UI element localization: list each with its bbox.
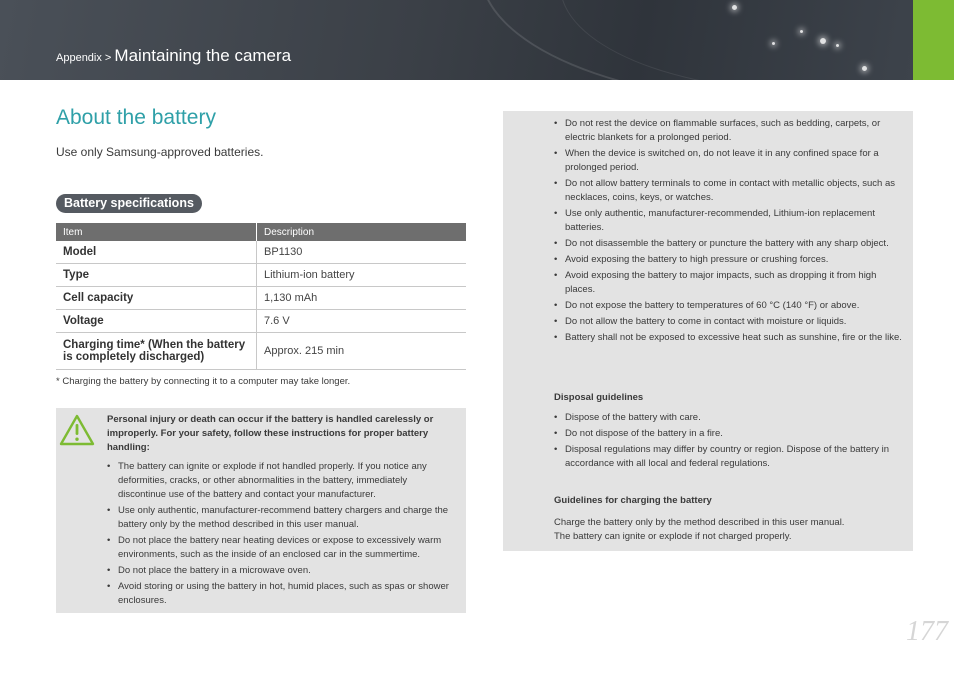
table-cell-item: Type [56,264,257,287]
list-item: • Avoid exposing the battery to high pressure or crushing forces. [554,253,904,267]
charging-line: Charge the battery only by the method described in this user manual. [554,517,845,528]
table-footnote: * Charging the battery by connecting it to a computer may take longer. [56,376,351,387]
sparkle-decoration [732,5,737,10]
breadcrumb-current: Maintaining the camera [114,46,292,65]
list-item: • Do not disassemble the battery or puncture the battery with any sharp object. [554,237,904,251]
column-header-item: Item [56,223,257,241]
list-item: • Do not allow battery terminals to come in contact with metallic objects, such as necklaces, coins, keys, or watches. [554,177,904,205]
table-header-row [56,223,466,241]
list-item: • Do not expose the battery to temperatures of 60 °C (140 °F) or above. [554,299,904,313]
warning-list [107,460,457,610]
list-item: • When the device is switched on, do not leave it in any confined space for a prolonged period. [554,147,904,175]
column-header-description: Description [257,223,467,241]
list-item: • Disposal regulations may differ by country or region. Dispose of the battery in accordance with all local and federal regulations. [554,443,904,471]
section-color-tab [913,0,954,80]
page-header [0,0,913,80]
disposal-heading: Disposal guidelines [554,392,644,403]
table-cell-desc: BP1130 [257,241,467,264]
charging-text [554,516,904,544]
sparkle-decoration [862,66,867,71]
disposal-list [554,411,904,473]
warning-box [56,408,466,613]
warning-heading: Personal injury or death can occur if the battery is handled carelessly or improperly. For your safety, follow these instructions for proper battery handling: [107,414,434,453]
table-cell-desc: 7.6 V [257,310,467,333]
spec-heading-badge: Battery specifications [56,194,202,213]
page-number: 177 [906,616,948,647]
battery-spec-table [56,223,466,370]
table-cell-item: Charging time* (When the battery is completely discharged) [56,333,257,370]
list-item: • Do not allow the battery to come in contact with moisture or liquids. [554,315,904,329]
list-item: • Do not dispose of the battery in a fire. [554,427,904,441]
sparkle-decoration [836,44,839,47]
list-item: • Do not place the battery near heating devices or expose to excessively warm environments, such as the inside of an enclosed car in the summertime. [107,534,457,562]
sparkle-decoration [800,30,803,33]
table-cell-item: Cell capacity [56,287,257,310]
list-item: • Use only authentic, manufacturer-recommended, Lithium-ion replacement batteries. [554,207,904,235]
list-item: • Battery shall not be exposed to excessive heat such as sunshine, fire or the like. [554,331,904,345]
table-cell-item: Model [56,241,257,264]
list-item: • Do not place the battery in a microwave oven. [107,564,457,578]
sparkle-decoration [820,38,826,44]
breadcrumb-parent[interactable]: Appendix [56,52,102,64]
charging-heading: Guidelines for charging the battery [554,495,712,506]
table-cell-item: Voltage [56,310,257,333]
list-item: • Dispose of the battery with care. [554,411,904,425]
breadcrumb [56,46,291,66]
list-item: • Avoid exposing the battery to major impacts, such as dropping it from high places. [554,269,904,297]
table-row [56,287,466,310]
table-cell-desc: Approx. 215 min [257,333,467,370]
intro-text: Use only Samsung-approved batteries. [56,145,264,159]
list-item: • Use only authentic, manufacturer-recommend battery chargers and charge the battery only by the method described in this user manual. [107,504,457,532]
list-item: • Do not rest the device on flammable surfaces, such as bedding, carpets, or electric blankets for a prolonged period. [554,117,904,145]
precautions-list [554,117,904,347]
sparkle-decoration [772,42,775,45]
battery-precautions-box [503,111,913,551]
charging-line: The battery can ignite or explode if not charged properly. [554,531,792,542]
breadcrumb-separator: > [101,52,115,64]
warning-triangle-icon [59,414,95,446]
list-item: • Avoid storing or using the battery in hot, humid places, such as spas or shower enclosures. [107,580,457,608]
page-title: About the battery [56,106,216,129]
table-row [56,333,466,370]
list-item: • The battery can ignite or explode if not handled properly. If you notice any deformities, cracks, or other abnormalities in the battery, immediately discontinue use of the battery and contact your manufacturer. [107,460,457,502]
table-row [56,241,466,264]
table-row [56,264,466,287]
table-cell-desc: Lithium-ion battery [257,264,467,287]
table-row [56,310,466,333]
table-cell-desc: 1,130 mAh [257,287,467,310]
